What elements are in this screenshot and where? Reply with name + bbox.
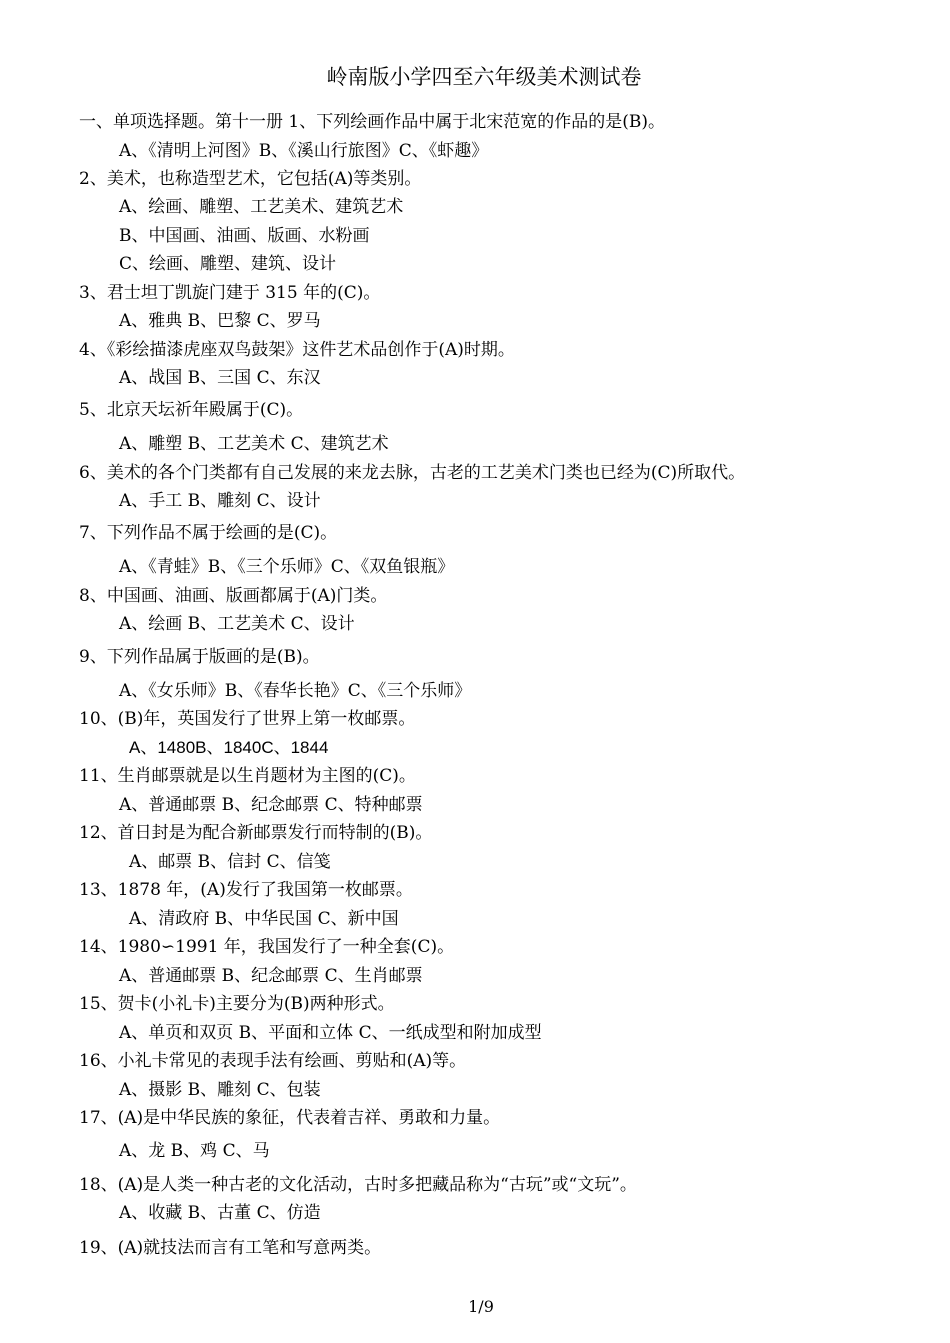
page-number: 1/9: [468, 1297, 494, 1316]
options-5: A、雕塑 B、工艺美术 C、建筑艺术: [119, 434, 389, 454]
question-4: 4、《彩绘描漆虎座双鸟鼓架》这件艺术品创作于(A)时期。: [79, 340, 515, 360]
options-4: A、战国 B、三国 C、东汉: [119, 368, 321, 388]
question-18: 18、(A)是人类一种古老的文化活动，古时多把藏品称为“古玩”或“文玩”。: [79, 1175, 637, 1195]
options-2-b: B、中国画、油画、版画、水粉画: [119, 226, 370, 246]
options-14: A、普通邮票 B、纪念邮票 C、生肖邮票: [119, 966, 423, 986]
question-15: 15、贺卡(小礼卡)主要分为(B)两种形式。: [79, 994, 395, 1014]
options-12: A、邮票 B、信封 C、信笺: [129, 852, 331, 872]
options-16: A、摄影 B、雕刻 C、包装: [119, 1080, 321, 1100]
options-3: A、雅典 B、巴黎 C、罗马: [119, 311, 321, 331]
options-15: A、单页和双页 B、平面和立体 C、一纸成型和附加成型: [119, 1023, 542, 1043]
question-19: 19、(A)就技法而言有工笔和写意两类。: [79, 1238, 382, 1258]
options-11: A、普通邮票 B、纪念邮票 C、特种邮票: [119, 795, 423, 815]
question-9: 9、下列作品属于版画的是(B)。: [79, 647, 320, 667]
options-10: A、1480B、1840C、1844: [129, 738, 329, 757]
options-2-c: C、绘画、雕塑、建筑、设计: [119, 254, 337, 274]
question-3: 3、君士坦丁凯旋门建于 315 年的(C)。: [79, 283, 381, 303]
question-5: 5、北京天坛祈年殿属于(C)。: [79, 400, 304, 420]
options-8: A、绘画 B、工艺美术 C、设计: [119, 614, 355, 634]
text-occlusion: [758, 459, 822, 487]
options-17: A、龙 B、鸡 C、马: [119, 1141, 270, 1161]
question-17: 17、(A)是中华民族的象征，代表着吉祥、勇敢和力量。: [79, 1108, 501, 1128]
question-16: 16、小礼卡常见的表现手法有绘画、剪贴和(A)等。: [79, 1051, 467, 1071]
options-18: A、收藏 B、古董 C、仿造: [119, 1203, 321, 1223]
question-14: 14、1980∽1991 年，我国发行了一种全套(C)。: [79, 937, 455, 957]
question-12: 12、首日封是为配合新邮票发行而特制的(B)。: [79, 823, 433, 843]
options-2-a: A、绘画、雕塑、工艺美术、建筑艺术: [119, 197, 404, 217]
question-6: 6、美术的各个门类都有自己发展的来龙去脉，古老的工艺美术门类也已经为(C)所取代。: [79, 463, 746, 483]
question-7: 7、下列作品不属于绘画的是(C)。: [79, 523, 338, 543]
question-8: 8、中国画、油画、版画都属于(A)门类。: [79, 586, 388, 606]
document-title: 岭南版小学四至六年级美术测试卷: [326, 65, 642, 89]
options-9: A、《女乐师》B、《春华长艳》C、《三个乐师》: [119, 681, 472, 701]
options-7: A、《青蛙》B、《三个乐师》C、《双鱼银瓶》: [119, 557, 455, 577]
question-13: 13、1878 年，(A)发行了我国第一枚邮票。: [79, 880, 413, 900]
question-2: 2、美术，也称造型艺术，它包括(A)等类别。: [79, 169, 422, 189]
question-10: 10、(B)年，英国发行了世界上第一枚邮票。: [79, 709, 416, 729]
options-6: A、手工 B、雕刻 C、设计: [119, 491, 321, 511]
question-1: 一、单项选择题。第十一册 1、下列绘画作品中属于北宋范宽的作品的是(B)。: [79, 112, 665, 132]
question-11: 11、生肖邮票就是以生肖题材为主图的(C)。: [79, 766, 416, 786]
options-13: A、清政府 B、中华民国 C、新中国: [129, 909, 399, 929]
options-1: A、《清明上河图》B、《溪山行旅图》C、《虾趣》: [119, 141, 489, 161]
